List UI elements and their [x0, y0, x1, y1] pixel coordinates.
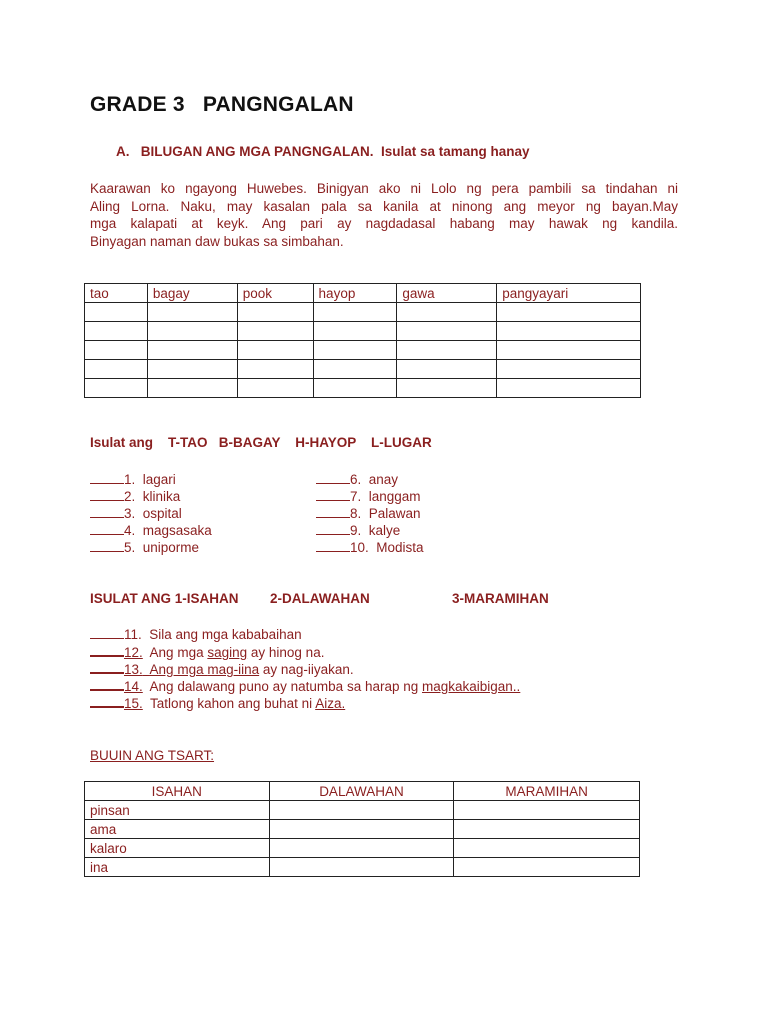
table-cell: ina — [85, 858, 270, 877]
table-cell — [147, 360, 237, 379]
table-cell — [85, 322, 148, 341]
table-cell — [85, 341, 148, 360]
table-cell — [313, 379, 397, 398]
list-item: 3. ospital — [90, 505, 182, 522]
table-cell — [237, 322, 313, 341]
table-cell — [147, 341, 237, 360]
section-c-heading-maramihan: 3-MARAMIHAN — [452, 591, 549, 606]
table-header-row — [85, 284, 641, 303]
story-paragraph — [90, 180, 678, 250]
table-cell — [454, 820, 640, 839]
list-item: 1. lagari — [90, 471, 176, 488]
column-header-bagay: bagay — [147, 284, 237, 303]
answer-blank[interactable] — [316, 522, 350, 535]
list-item: 14. Ang dalawang puno ay natumba sa harap ng magkakaibigan.. — [90, 677, 520, 695]
table-header-row — [85, 782, 640, 801]
list-item: 9. kalye — [316, 522, 400, 539]
column-header-pangyayari: pangyayari — [497, 284, 641, 303]
table-cell — [454, 801, 640, 820]
section-a-instruction: A. BILUGAN ANG MGA PANGNGALAN. Isulat sa tamang hanay — [116, 144, 530, 159]
column-header-maramihan: MARAMIHAN — [454, 782, 640, 801]
answer-blank[interactable] — [90, 660, 124, 674]
table-row — [85, 839, 640, 858]
list-item: 12. Ang mga saging ay hinog na. — [90, 643, 324, 661]
table-cell — [497, 379, 641, 398]
column-header-dalawahan: DALAWAHAN — [269, 782, 454, 801]
table-cell — [313, 341, 397, 360]
table-row — [85, 820, 640, 839]
list-item: 4. magsasaka — [90, 522, 212, 539]
table-cell — [147, 303, 237, 322]
table-cell — [147, 322, 237, 341]
list-item: 2. klinika — [90, 488, 180, 505]
table-cell — [397, 379, 497, 398]
paragraph-line: Kaarawan ko ngayong Huwebes. Binigyan ako ni Lolo ng pera pambili sa tindahan ni — [90, 181, 678, 196]
table-cell — [237, 360, 313, 379]
table-cell — [497, 322, 641, 341]
table-cell — [269, 801, 454, 820]
table-cell — [269, 858, 454, 877]
list-item: 6. anay — [316, 471, 398, 488]
table-cell — [454, 858, 640, 877]
list-item: 7. langgam — [316, 488, 421, 505]
list-item: 5. uniporme — [90, 539, 199, 556]
answer-blank[interactable] — [90, 471, 124, 484]
list-item: 8. Palawan — [316, 505, 421, 522]
table-row — [85, 341, 641, 360]
page-title: GRADE 3 PANGNGALAN — [90, 93, 354, 116]
noun-category-table — [84, 283, 641, 398]
answer-blank[interactable] — [316, 505, 350, 518]
answer-blank[interactable] — [316, 488, 350, 501]
table-cell — [85, 303, 148, 322]
answer-blank[interactable] — [90, 539, 124, 552]
table-cell — [313, 303, 397, 322]
table-row — [85, 858, 640, 877]
column-header-tao: tao — [85, 284, 148, 303]
table-cell — [85, 360, 148, 379]
table-cell — [497, 303, 641, 322]
list-item: 10. Modista — [316, 539, 424, 556]
table-cell — [397, 322, 497, 341]
column-header-isahan: ISAHAN — [85, 782, 270, 801]
table-row — [85, 322, 641, 341]
paragraph-line: mga kalapati at keyk. Ang pari ay nagdadasal habang may hawak ng kandila. — [90, 216, 678, 232]
table-cell — [269, 839, 454, 858]
table-cell: pinsan — [85, 801, 270, 820]
answer-blank[interactable] — [90, 505, 124, 518]
table-cell — [397, 341, 497, 360]
table-cell — [147, 379, 237, 398]
paragraph-line: Binyagan naman daw bukas sa simbahan. — [90, 233, 344, 249]
answer-blank[interactable] — [316, 539, 350, 552]
table-row — [85, 360, 641, 379]
column-header-gawa: gawa — [397, 284, 497, 303]
number-chart-table — [84, 781, 640, 877]
table-cell — [397, 303, 497, 322]
section-b-heading: Isulat ang T-TAO B-BAGAY H-HAYOP L-LUGAR — [90, 435, 432, 450]
answer-blank[interactable] — [90, 677, 124, 691]
list-item: 15. Tatlong kahon ang buhat ni Aiza. — [90, 694, 345, 712]
table-cell — [237, 303, 313, 322]
table-cell — [313, 322, 397, 341]
answer-blank[interactable] — [90, 694, 124, 708]
table-cell: kalaro — [85, 839, 270, 858]
column-header-pook: pook — [237, 284, 313, 303]
answer-blank[interactable] — [316, 471, 350, 484]
table-cell — [269, 820, 454, 839]
table-cell — [85, 379, 148, 398]
answer-blank[interactable] — [90, 643, 124, 657]
section-c-heading-dalawahan: 2-DALAWAHAN — [270, 591, 370, 606]
table-row — [85, 303, 641, 322]
list-item: 13. Ang mga mag-iina ay nag-iiyakan. — [90, 660, 354, 678]
table-cell — [397, 360, 497, 379]
section-d-heading: BUUIN ANG TSART: — [90, 748, 215, 763]
table-cell — [497, 360, 641, 379]
list-item: 11. Sila ang mga kababaihan — [90, 626, 302, 643]
table-cell — [313, 360, 397, 379]
column-header-hayop: hayop — [313, 284, 397, 303]
table-cell — [497, 341, 641, 360]
table-row — [85, 379, 641, 398]
table-cell — [237, 379, 313, 398]
table-cell — [237, 341, 313, 360]
answer-blank[interactable] — [90, 488, 124, 501]
section-c-heading-isahan: ISULAT ANG 1-ISAHAN — [90, 591, 239, 606]
table-cell: ama — [85, 820, 270, 839]
table-cell — [454, 839, 640, 858]
paragraph-line: Aling Lorna. Naku, may kasalan pala sa kanila at ninong ang meyor ng bayan.May — [90, 198, 678, 214]
answer-blank[interactable] — [90, 626, 124, 639]
answer-blank[interactable] — [90, 522, 124, 535]
table-row — [85, 801, 640, 820]
